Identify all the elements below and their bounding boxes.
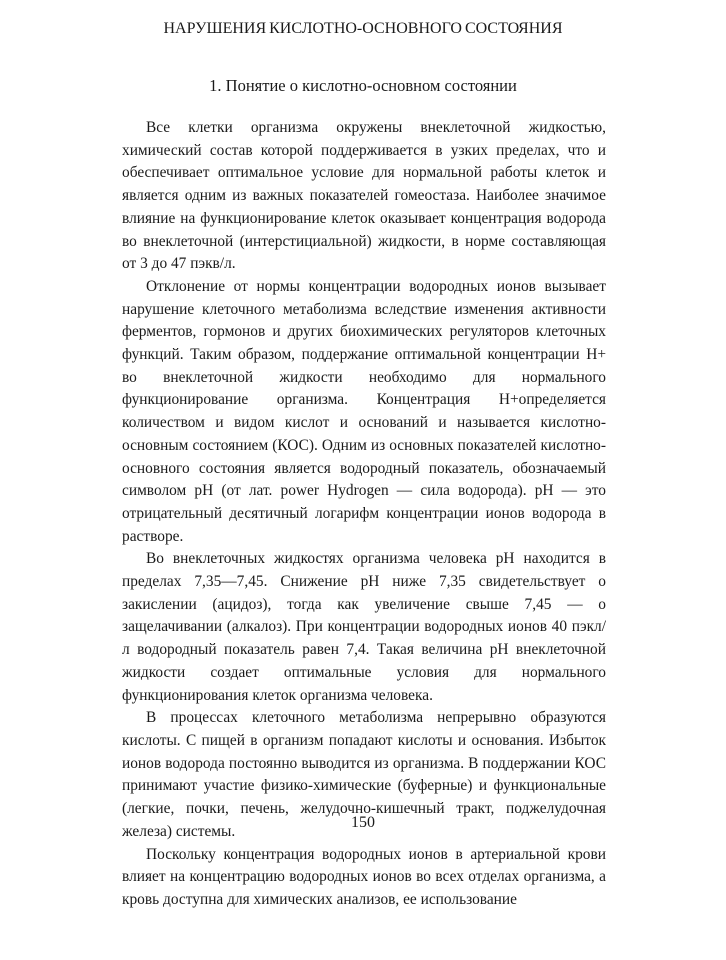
paragraph: Отклонение от нормы концентрации водородных ионов вызывает нарушение клеточного метаболизма вследствие изменения активности ферментов, гормонов и других биохимических регуляторов клеточных функций. Таким образом, поддержание оптимальной концентрации Н+ во внеклеточной жидкости необходимо для нормального функционирование организма. Концентрация Н+определяется количеством и видом кислот и оснований и называется кислотно-основным состоянием (КОС). Одним из основных показателей кислотно-основного состояния является водородный показатель, обозначаемый символом рН (от лат. power Hydrogen — сила водорода). рН — это отрицательный десятичный логарифм концентрации ионов водорода в растворе. [122,277,606,545]
paragraph: Во внеклеточных жидкостях организма человека рН находится в пределах 7,35—7,45. Снижение рН ниже 7,35 свидетельствует о закислении (ацидоз), тогда как увеличение свыше 7,45 — о защелачивании (алкалоз). При концентрации водородных ионов 40 пэкл/л водородный показатель равен 7,4. Такая величина рН внеклеточной жидкости создает оптимальные условия для нормального функционирования клеток организма человека. [122,550,606,704]
paragraph: Все клетки организма окружены внеклеточной жидкостью, химический состав которой поддерживается в узких пределах, что и обеспечивает оптимальное условие для нормальной работы клеток и является одним из важных показателей гомеостаза. Наиболее значимое влияние на функционирование клеток оказывает концентрация водорода во внеклеточной (интерстициальной) жидкости, в норме составляющая от 3 до 47 пэкв/л. [122,119,606,273]
page-number: 150 [351,814,375,831]
running-header: НАРУШЕНИЯ КИСЛОТНО-ОСНОВНОГО СОСТОЯНИЯ [163,20,563,37]
body-text [122,117,606,912]
section-title: 1. Понятие о кислотно-основном состоянии [209,76,517,95]
paragraph: В процессах клеточного метаболизма непрерывно образуются кислоты. С пищей в организм попадают кислоты и основания. Избыток ионов водорода постоянно выводится из организма. В поддержании КОС принимают участие физико-химические (буферные) и функциональные (легкие, почки, печень, желудочно-кишечный тракт, поджелудочная железа) системы. [122,709,606,840]
paragraph: Поскольку концентрация водородных ионов в артериальной крови влияет на концентрацию водородных ионов во всех отделах организма, а кровь доступна для химических анализов, ее использование [122,845,606,908]
